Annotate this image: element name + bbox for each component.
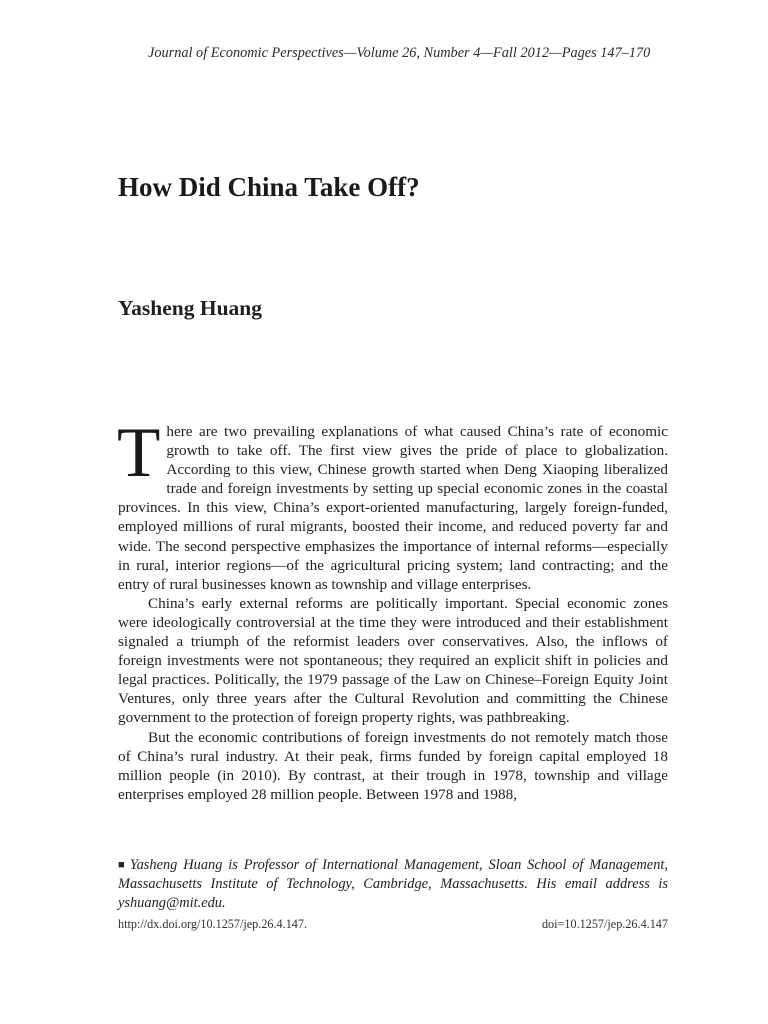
doi-url-link[interactable]: http://dx.doi.org/10.1257/jep.26.4.147. [118, 917, 308, 931]
article-title: How Did China Take Off? [118, 172, 420, 202]
drop-cap: T [117, 414, 161, 492]
page-footer [118, 917, 668, 932]
author-footnote [118, 856, 668, 913]
article-body [117, 414, 668, 804]
footnote-marker: ■ [118, 859, 127, 871]
paragraph-1-text: here are two prevailing explanations of what caused China’s rate of economic growth to take off. The first view gives the pride of place to globalization. According to this view, Chinese growth started when Deng Xiaoping liberalized trade and foreign investments by setting up special economic zones in the coastal provinces. In this view, China’s export-oriented manufacturing, largely foreign-funded, employed millions of rural migrants, boosted their income, and reduced poverty far and wide. The second perspective emphasizes the importance of internal reforms—especially in rural, interior regions—of the agricultural pricing system; land contracting; and the entry of rural businesses known as township and village enterprises. [118, 423, 668, 593]
doi-identifier: doi=10.1257/jep.26.4.147 [541, 917, 668, 931]
paragraph-3: But the economic contributions of foreign investments do not remotely match those of China’s rural industry. At their peak, firms funded by foreign capital employed 18 million people (in 2010). By contrast, at their trough in 1978, township and village enterprises employed 28 million people. Between 1978 and 1988, [118, 728, 668, 803]
author-name: Yasheng Huang [118, 296, 262, 320]
footnote-text: Yasheng Huang is Professor of International Management, Sloan School of Management, Massachusetts Institute of Technology, Cambridge, Massachusetts. His email address is yshuang@mit.edu. [118, 857, 668, 911]
paragraph-1 [117, 414, 668, 594]
paragraph-2: China’s early external reforms are politically important. Special economic zones were ideologically controversial at the time they were introduced and their establishment signaled a triumph of the reformist leaders over conservatives. Also, the inflows of foreign investments were not spontaneous; they required an explicit shift in policies and legal practices. Politically, the 1979 passage of the Law on Chinese–Foreign Equity Joint Ventures, only three years after the Cultural Revolution and committing the Chinese government to the protection of foreign property rights, was pathbreaking. [118, 594, 668, 727]
running-header: Journal of Economic Perspectives—Volume 26, Number 4—Fall 2012—Pages 147–170 [148, 45, 651, 61]
